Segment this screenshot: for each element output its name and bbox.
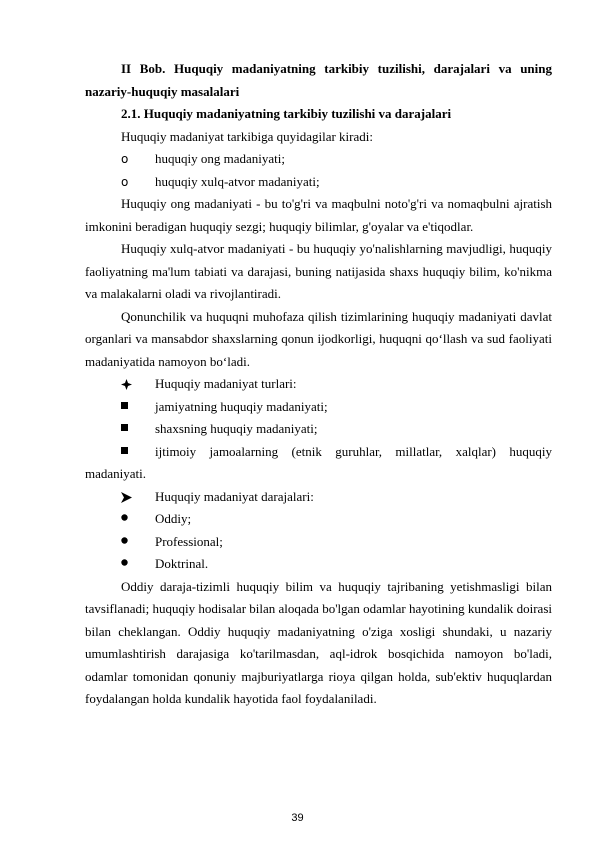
square-bullet-icon — [121, 396, 141, 409]
list-item — [85, 373, 552, 396]
section-heading: 2.1. Huquqiy madaniyatning tarkibiy tuzilishi va darajalari — [121, 106, 452, 121]
component-item: huquqiy ong madaniyati; — [155, 151, 285, 166]
component-item: huquqiy xulq-atvor madaniyati; — [155, 173, 320, 189]
list-item — [85, 396, 552, 419]
dot-bullet-icon — [121, 531, 141, 544]
types-title: Huquqiy madaniyat turlari: — [155, 376, 297, 391]
square-bullet-icon — [121, 441, 141, 454]
list-item — [85, 553, 552, 576]
square-bullet-icon — [121, 418, 141, 431]
page-content — [85, 58, 552, 711]
list-item — [85, 441, 552, 486]
level-item: Professional; — [155, 533, 223, 549]
list-item — [85, 148, 552, 171]
paragraph-xulq: Huquqiy xulq-atvor madaniyati - bu huquqiy yo'nalishlarning mavjudligi, huquqiy faoliyatning ma'lum tabiati va darajasi, buning natijasida shaxs huquqiy bilim, ko'nikma va malakalarni oladi va rivojlantiradi. — [85, 241, 552, 301]
circle-bullet-icon — [121, 171, 141, 194]
circle-bullet-icon — [121, 148, 141, 171]
intro-paragraph: Huquqiy madaniyat tarkibiga quyidagilar kiradi: — [121, 128, 373, 144]
list-item — [85, 418, 552, 441]
level-item: Doktrinal. — [155, 556, 209, 571]
levels-title: Huquqiy madaniyat darajalari: — [155, 488, 314, 504]
level-item: Oddiy; — [155, 511, 192, 526]
chapter-heading: II Bob. Huquqiy madaniyatning tarkibiy tuzilishi, darajalari va uning nazariy-huquqiy masalalari — [85, 61, 552, 99]
type-item: ijtimoiy jamoalarning (etnik guruhlar, millatlar, xalqlar) huquqiy madaniyati. — [85, 443, 552, 481]
dot-bullet-icon — [121, 508, 141, 521]
paragraph-qonun: Qonunchilik va huquqni muhofaza qilish tizimlarining huquqiy madaniyati davlat organlari va mansabdor shaxslarning qonun ijodkorligi, huquqni qo‘llash va sud faoliyati madaniyatida namoyon bo‘ladi. — [85, 308, 552, 369]
paragraph-ong: Huquqiy ong madaniyati - bu to'g'ri va maqbulni noto'g'ri va nomaqbulni ajratish imkonini beradigan huquqiy sezgi; huquqiy bilimlar, g'oyalar va e'tiqodlar. — [85, 196, 552, 234]
diamond-bullet-icon — [121, 373, 141, 390]
page-number: 39 — [291, 812, 304, 824]
list-item — [85, 486, 552, 509]
list-item — [85, 531, 552, 554]
paragraph-oddiy: Oddiy daraja-tizimli huquqiy bilim va huquqiy tajribaning yetishmasligi bilan tavsiflanadi; huquqiy hodisalar bilan aloqada bo'lgan odamlar hayotining kundalik doirasi bilan cheklangan. Oddiy huquqiy madaniyatning o'ziga xosligi shundaki, u nazariy umumlashtirish darajasiga ko'tarilmasdan, aql-idrok bosqichida namoyon bo'ladi, odamlar tomonidan qonuniy majburiyatlarga rioya qilgan holda, sub'ektiv huquqlardan foydalangan holda kundalik hayotida faol foydalaniladi. — [85, 578, 552, 706]
arrow-bullet-icon — [121, 486, 141, 503]
type-item: jamiyatning huquqiy madaniyati; — [155, 398, 328, 414]
list-item — [85, 171, 552, 194]
type-item: shaxsning huquqiy madaniyati; — [155, 421, 318, 436]
list-item — [85, 508, 552, 531]
dot-bullet-icon — [121, 553, 141, 566]
